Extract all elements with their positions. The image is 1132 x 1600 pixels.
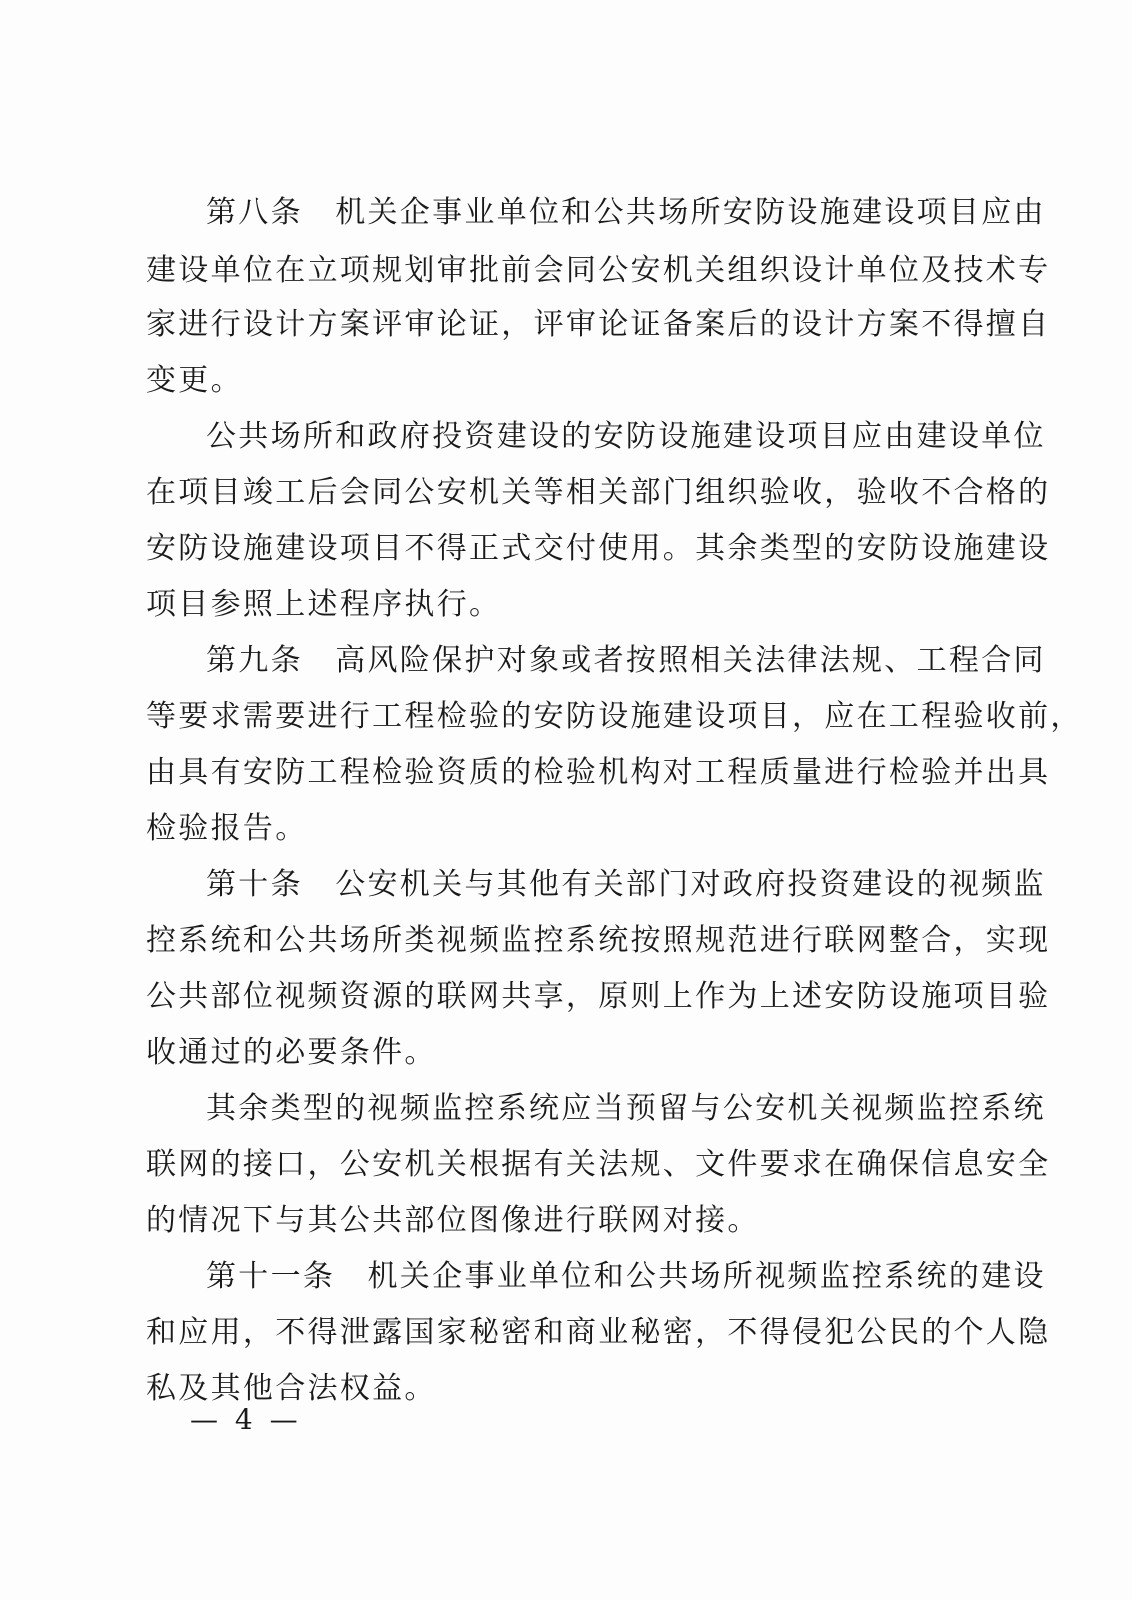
text-line: 控系统和公共场所类视频监控系统按照规范进行联网整合，实现 [146, 923, 1051, 958]
text-line: 家进行设计方案评审论证，评审论证备案后的设计方案不得擅自 [146, 307, 1051, 342]
text-line: 联网的接口，公安机关根据有关法规、文件要求在确保信息安全 [146, 1147, 1051, 1182]
text-line: 由具有安防工程检验资质的检验机构对工程质量进行检验并出具 [146, 755, 1051, 790]
text-line: 安防设施建设项目不得正式交付使用。其余类型的安防设施建设 [146, 531, 1051, 566]
text-line: 其余类型的视频监控系统应当预留与公安机关视频监控系统 [206, 1091, 1046, 1126]
text-line: 第九条 高风险保护对象或者按照相关法律法规、工程合同 [206, 643, 1046, 678]
text-line: 建设单位在立项规划审批前会同公安机关组织设计单位及技术专 [146, 253, 1051, 288]
text-line: 变更。 [146, 363, 243, 398]
text-line: 私及其他合法权益。 [146, 1371, 437, 1406]
text-line: 检验报告。 [146, 811, 308, 846]
text-line: 等要求需要进行工程检验的安防设施建设项目，应在工程验收前， [146, 699, 1083, 734]
text-line: 项目参照上述程序执行。 [146, 587, 502, 622]
text-line: 和应用，不得泄露国家秘密和商业秘密，不得侵犯公民的个人隐 [146, 1315, 1051, 1350]
text-line: 公共场所和政府投资建设的安防设施建设项目应由建设单位 [206, 419, 1046, 454]
text-line: 收通过的必要条件。 [146, 1035, 437, 1070]
text-line: 第十条 公安机关与其他有关部门对政府投资建设的视频监 [206, 867, 1046, 902]
page-number: — 4 — [190, 1403, 302, 1436]
text-line: 公共部位视频资源的联网共享，原则上作为上述安防设施项目验 [146, 979, 1051, 1014]
text-line: 的情况下与其公共部位图像进行联网对接。 [146, 1203, 760, 1238]
text-line: 第八条 机关企事业单位和公共场所安防设施建设项目应由 [206, 195, 1046, 230]
text-line: 第十一条 机关企事业单位和公共场所视频监控系统的建设 [206, 1259, 1046, 1294]
text-line: 在项目竣工后会同公安机关等相关部门组织验收，验收不合格的 [146, 475, 1051, 510]
